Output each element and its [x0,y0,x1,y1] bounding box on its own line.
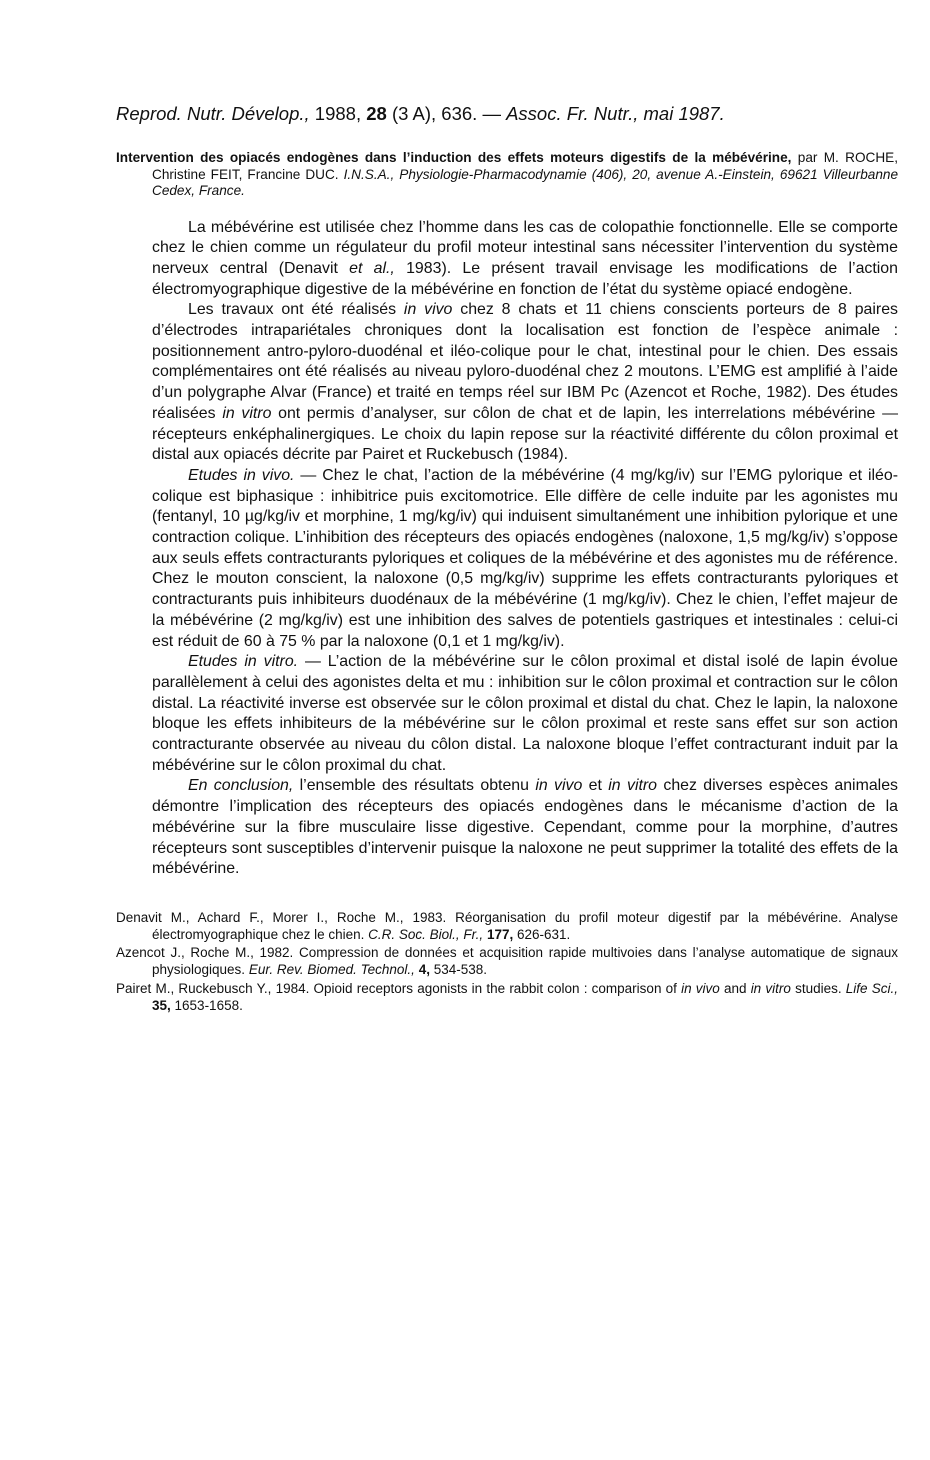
paragraph-in-vitro [152,652,898,776]
text-run-italic: in vitro [750,980,791,996]
reference-journal: Eur. Rev. Biomed. Technol., [248,962,415,978]
reference-journal: C.R. Soc. Biol., Fr., [368,926,484,942]
text-run: Pairet M., Ruckebusch Y., 1984. Opioid receptors agonists in the rabbit colon : comparison of [116,980,682,996]
article-authors: par M. ROCHE, Christine FEIT, Francine DUC. [152,150,898,182]
text-run: La mébévérine est utilisée chez l’homme dans les cas de colopathie fonctionnelle. Elle se comporte chez le chien comme un régulateur du profil moteur intestinal sans nécessiter l’intervention du système nerveux central (Denavit [152,218,898,277]
reference-pages: 626-631. [513,926,571,942]
text-run: chez 8 chats et 11 chiens conscients porteurs de 8 paires d’électrodes intrapariétales chroniques dont la localisation est fonction de l’espèce animale : positionnement antro-pyloro-duodénal et iléo-colique pour le chat, intestinal pour le chien. Des essais complémentaires ont été réalisés au niveau pyloro-duodénal chez 2 moutons. L’EMG est amplifié à l’aide d’un polygraphe Alvar (France) et traité en temps réel sur IBM Pc (Azencot et Roche, 1982). Des études réalisées [152,301,898,422]
text-run: l’ensemble des résultats obtenu [293,777,536,795]
text-run-italic: in vivo [403,301,453,319]
reference-journal: Life Sci., [845,980,899,996]
text-run-italic: in vivo [681,980,720,996]
article-affiliation: I.N.S.A., Physiologie-Pharmacodynamie (406), 20, avenue A.-Einstein, 69621 Villeurbanne Cedex, France. [152,166,898,198]
reference-volume: 177, [486,926,514,942]
text-run: — Chez le chat, l’action de la mébévérine (4 mg/kg/iv) sur l’EMG pylorique et iléo-colique est biphasique : inhibitrice puis excitomotrice. Elle diffère de celle induite par les agonistes mu (fentanyl, 10 µg/kg/iv et morphine, 1 mg/kg/iv) qui induisent simultanément une inhibition pylorique et une contraction colique. L’inhibition des récepteurs des opiacés endogènes (naloxone, 1,5 mg/kg/iv) s’oppose aux seuls effets contracturants pyloriques et coliques de la mébévérine et des agonistes mu de référence. Chez le mouton conscient, la naloxone (0,5 mg/kg/iv) supprime les effets contracturants pyloriques et contracturants puis inhibiteurs duodénaux de la mébévérine (1 mg/kg/iv). Chez le chien, l’effet majeur de la mébévérine (2 mg/kg/iv) est une inhibition des salves de potentiels gastriques et intestinales : celui-ci est réduit de 60 à 75 % par la naloxone (0,1 et 1 mg/kg/iv). [152,466,899,650]
article-body [152,218,898,881]
paragraph-conclusion [152,776,898,880]
paragraph-in-vivo [152,466,898,652]
text-run-italic: in vitro [222,404,272,422]
reference-item [116,945,898,978]
text-run: et [582,777,609,795]
section-heading: Etudes in vivo. [188,466,295,484]
article-title: Intervention des opiacés endogènes dans l’induction des effets moteurs digestifs de la mébévérine, [116,150,792,165]
text-run: Azencot J., Roche M., 1982. Compression de données et acquisition rapide multivoies dans l’analyse automatique de signaux physiologiques. [116,945,898,978]
page [116,102,898,1016]
section-heading: En conclusion, [188,777,294,795]
text-run: ont permis d’analyser, sur côlon de chat et de lapin, les interrelations mébévérine — récepteurs enképhalinergiques. Le choix du lapin repose sur la réactivité différente du côlon proximal et distal aux opiacés décrite par Pairet et Ruckebusch (1984). [152,404,898,464]
journal-year: 1988, [314,103,362,124]
references-list [116,910,898,1014]
paragraph-introduction [152,218,898,301]
journal-issue-page: (3 A), 636. — [391,103,501,124]
reference-volume: 4, [418,962,430,978]
journal-header [116,102,898,126]
text-run: studies. [790,980,846,996]
journal-name: Reprod. Nutr. Dévelop., [116,103,310,124]
text-run: and [719,980,751,996]
text-run: — L’action de la mébévérine sur le côlon proximal et distal isolé de lapin évolue parallèlement à celui des agonistes delta et mu : inhibition sur le côlon proximal et contraction sur le côlon distal. La réactivité inverse est observée sur le côlon proximal et distal du chat. Chez le lapin, la naloxone bloque les effets inhibiteurs de la mébévérine sur le côlon proximal et reste sans effet sur son action contracturante observée au niveau du côlon distal. La naloxone bloque l’effet contracturant induit par la mébévérine sur le côlon proximal du chat. [152,653,898,774]
text-run-italic: in vivo [535,777,583,795]
text-run: 1983). Le présent travail envisage les modifications de l’action électromyographique digestive de la mébévérine en fonction de l’état du système opiacé endogène. [152,259,898,298]
reference-pages: 1653-1658. [170,997,243,1013]
text-run-italic: et al., [349,259,395,277]
reference-item [116,910,898,943]
text-run: Les travaux ont été réalisés [188,301,404,319]
journal-volume: 28 [366,103,387,124]
reference-item [116,981,898,1014]
reference-volume: 35, [152,997,171,1013]
text-run: Denavit M., Achard F., Morer I., Roche M., 1983. Réorganisation du profil moteur digestif par la mébévérine. Analyse électromyographique chez le chien. [116,910,898,942]
reference-pages: 534-538. [429,962,487,978]
text-run-italic: in vitro [608,777,658,795]
section-heading: Etudes in vitro. [188,653,299,671]
article-title-block [116,150,898,200]
paragraph-methods [152,300,898,466]
association-name: Assoc. Fr. Nutr., mai 1987. [506,103,725,124]
text-run: chez diverses espèces animales démontre l’implication des récepteurs des opiacés endogènes dans le mécanisme d’action de la mébévérine sur la fibre musculaire lisse digestive. Cependant, comme pour la morphine, d’autres récepteurs sont susceptibles d’intervenir puisque la naloxone ne peut supprimer la totalité des effets de la mébévérine. [152,777,898,878]
